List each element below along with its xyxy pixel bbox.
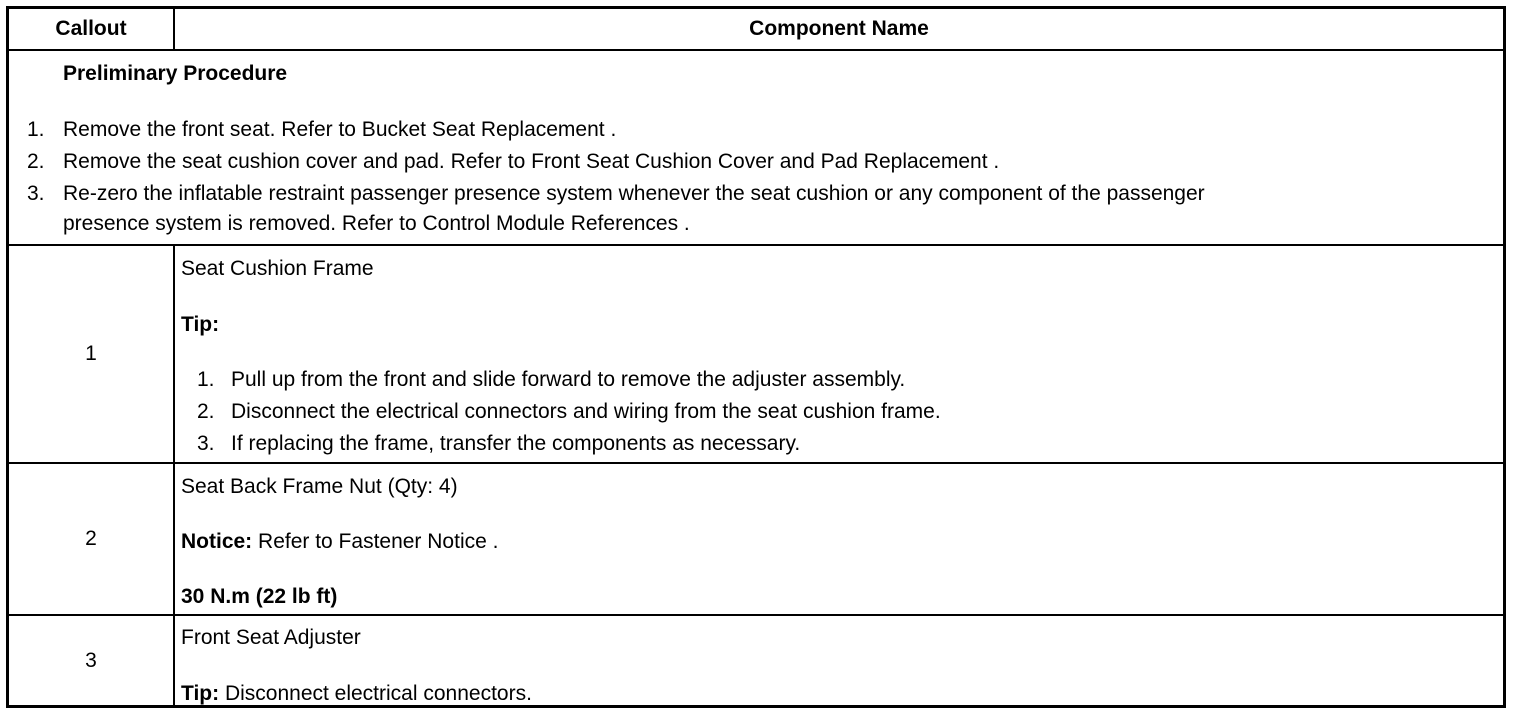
tip-step-3-text: If replacing the frame, transfer the components as necessary. (231, 432, 801, 455)
prelim-step-1-text: Remove the front seat. Refer to Bucket Seat Replacement . (63, 118, 617, 141)
component-name: Seat Cushion Frame (181, 257, 374, 280)
table-header-row (9, 9, 1503, 49)
table-row (9, 462, 1503, 614)
prelim-step-3-number: 3. (27, 182, 45, 205)
prelim-step-3-text: Re-zero the inflatable restraint passenger presence system whenever the seat cushion or any component of the passenger (63, 182, 1205, 205)
component-name: Front Seat Adjuster (181, 626, 361, 649)
callout-column-header: Callout (9, 9, 175, 49)
preliminary-procedure-row (9, 49, 1503, 244)
component-name-column-header (175, 9, 1503, 49)
callout-number: 3 (9, 616, 175, 705)
tip-step-3-number: 3. (197, 432, 215, 455)
table-row (9, 244, 1503, 462)
prelim-step-2-text: Remove the seat cushion cover and pad. Refer to Front Seat Cushion Cover and Pad Replacement . (63, 150, 1000, 173)
component-name-header-text: Component Name (749, 17, 929, 40)
preliminary-title: Preliminary Procedure (63, 62, 288, 85)
tip-text: Disconnect electrical connectors. (219, 682, 532, 705)
callout-number: 1 (9, 246, 175, 462)
notice-text: Refer to Fastener Notice . (252, 530, 499, 553)
component-cell (175, 464, 1503, 614)
torque-spec: 30 N.m (22 lb ft) (181, 585, 338, 608)
component-name: Seat Back Frame Nut (Qty: 4) (181, 475, 458, 498)
tip-step-2-number: 2. (197, 400, 215, 423)
tip-label: Tip: (181, 682, 220, 705)
prelim-step-2-number: 2. (27, 150, 45, 173)
prelim-step-1-number: 1. (27, 118, 45, 141)
notice-line (181, 530, 498, 554)
table-row (9, 614, 1503, 705)
tip-step-2-text: Disconnect the electrical connectors and wiring from the seat cushion frame. (231, 400, 941, 423)
component-cell (175, 616, 1503, 705)
procedure-table (6, 6, 1506, 708)
tip-line (181, 682, 532, 706)
tip-label: Tip: (181, 313, 220, 336)
notice-label: Notice: (181, 530, 253, 553)
tip-step-1-text: Pull up from the front and slide forward to remove the adjuster assembly. (231, 368, 906, 391)
component-cell (175, 246, 1503, 462)
tip-step-1-number: 1. (197, 368, 215, 391)
callout-number: 2 (9, 464, 175, 614)
prelim-step-3-text-continued: presence system is removed. Refer to Control Module References . (63, 212, 690, 235)
